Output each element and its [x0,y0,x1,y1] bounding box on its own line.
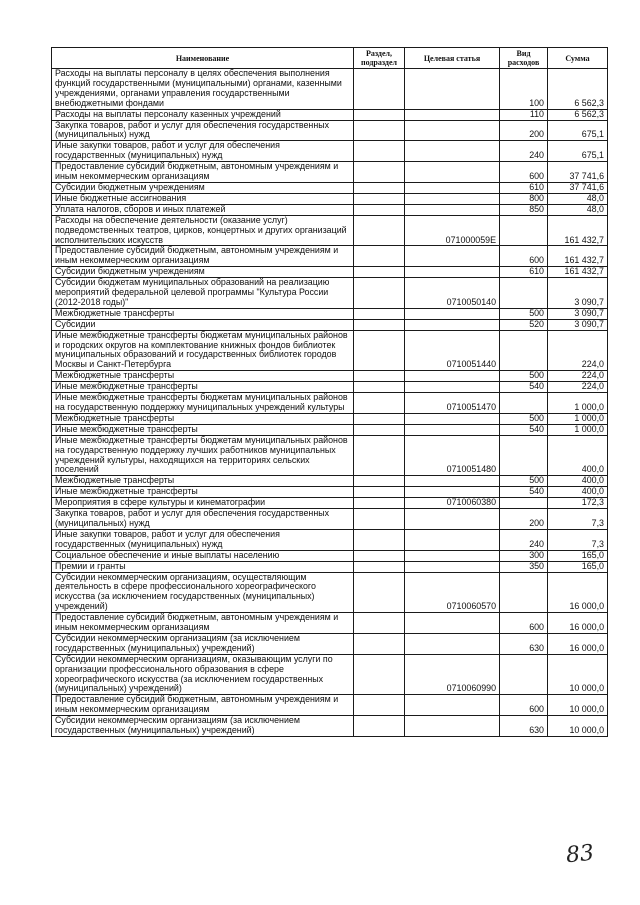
table-header [52,48,608,69]
cell-sum: 3 090,7 [548,319,608,330]
cell-target [405,267,500,278]
header-target: Целевая статья [405,48,500,69]
cell-expense-type: 610 [500,267,548,278]
cell-section [354,572,405,613]
cell-sum: 165,0 [548,550,608,561]
cell-section [354,267,405,278]
cell-expense-type: 630 [500,716,548,737]
cell-sum: 224,0 [548,371,608,382]
cell-sum: 16 000,0 [548,613,608,634]
table-row [52,319,608,330]
cell-sum: 6 562,3 [548,109,608,120]
cell-expense-type [500,278,548,309]
cell-expense-type: 540 [500,382,548,393]
header-name: Наименование [52,48,354,69]
cell-name: Расходы на выплаты персоналу казенных учреждений [52,109,354,120]
cell-target: 0710051440 [405,330,500,371]
cell-name: Уплата налогов, сборов и иных платежей [52,204,354,215]
cell-expense-type: 110 [500,109,548,120]
cell-target [405,550,500,561]
table-row [52,246,608,267]
cell-target [405,120,500,141]
cell-expense-type: 630 [500,633,548,654]
table-row [52,382,608,393]
table-row [52,529,608,550]
cell-expense-type: 800 [500,193,548,204]
cell-target [405,413,500,424]
cell-expense-type: 610 [500,182,548,193]
budget-table [51,47,608,737]
table-row [52,141,608,162]
cell-expense-type: 850 [500,204,548,215]
table-row [52,716,608,737]
cell-target [405,529,500,550]
cell-name: Субсидии некоммерческим организациям, оказывающим услуги по организации профессионального образования в сфере хореографического искусства (за исключением государственных (муниципальных) учреждений) [52,654,354,695]
cell-target [405,319,500,330]
cell-sum: 161 432,7 [548,267,608,278]
cell-name: Расходы на обеспечение деятельности (оказание услуг) подведомственных театров, цирков, концертных и других организаций исполнительских искусств [52,215,354,246]
cell-section [354,371,405,382]
cell-target [405,204,500,215]
cell-expense-type: 540 [500,424,548,435]
cell-name: Иные межбюджетные трансферты бюджетам муниципальных районов и городских округов на комплектование книжных фондов библиотек муниципальных образований и государственных библиотек городов Москвы и Санкт-Петербурга [52,330,354,371]
cell-target [405,193,500,204]
cell-expense-type: 240 [500,141,548,162]
cell-expense-type: 600 [500,613,548,634]
cell-target [405,695,500,716]
cell-expense-type: 520 [500,319,548,330]
cell-name: Мероприятия в сфере культуры и кинематографии [52,498,354,509]
table-row [52,476,608,487]
cell-section [354,246,405,267]
cell-target [405,371,500,382]
cell-target [405,69,500,110]
cell-expense-type [500,654,548,695]
cell-name: Иные межбюджетные трансферты [52,424,354,435]
table-row [52,109,608,120]
cell-expense-type: 100 [500,69,548,110]
cell-sum: 37 741,6 [548,162,608,183]
cell-expense-type [500,498,548,509]
cell-section [354,424,405,435]
table-row [52,267,608,278]
table-row [52,308,608,319]
cell-target [405,246,500,267]
cell-target: 0710060990 [405,654,500,695]
cell-sum: 172,3 [548,498,608,509]
cell-expense-type: 200 [500,120,548,141]
cell-section [354,613,405,634]
cell-target [405,613,500,634]
cell-section [354,193,405,204]
cell-sum: 165,0 [548,561,608,572]
cell-section [354,498,405,509]
table-row [52,393,608,414]
cell-target: 0710060570 [405,572,500,613]
cell-name: Иные межбюджетные трансферты бюджетам муниципальных районов на государственную поддержку лучших работников муниципальных учреждений культуры, находящихся на территориях сельских поселений [52,435,354,476]
cell-section [354,561,405,572]
cell-name: Иные закупки товаров, работ и услуг для обеспечения государственных (муниципальных) нужд [52,141,354,162]
cell-section [354,109,405,120]
table-body [52,69,608,737]
cell-section [354,204,405,215]
cell-name: Межбюджетные трансферты [52,476,354,487]
cell-expense-type: 600 [500,246,548,267]
cell-sum: 224,0 [548,382,608,393]
header-expense-type: Вид расходов [500,48,548,69]
cell-name: Предоставление субсидий бюджетным, автономным учреждениям и иным некоммерческим организациям [52,613,354,634]
cell-name: Субсидии некоммерческим организациям (за исключением государственных (муниципальных) учреждений) [52,633,354,654]
cell-expense-type: 350 [500,561,548,572]
cell-target [405,716,500,737]
cell-sum: 3 090,7 [548,308,608,319]
cell-section [354,120,405,141]
table-row [52,509,608,530]
header-sum: Сумма [548,48,608,69]
cell-sum: 1 000,0 [548,413,608,424]
cell-section [354,141,405,162]
cell-section [354,69,405,110]
cell-target [405,109,500,120]
cell-section [354,550,405,561]
header-row [52,48,608,69]
cell-expense-type: 500 [500,413,548,424]
cell-expense-type: 540 [500,487,548,498]
cell-expense-type [500,215,548,246]
cell-sum: 675,1 [548,141,608,162]
cell-section [354,308,405,319]
table-row [52,278,608,309]
cell-name: Субсидии некоммерческим организациям (за исключением государственных (муниципальных) учреждений) [52,716,354,737]
table-row [52,654,608,695]
cell-target [405,509,500,530]
header-section: Раздел, подраздел [354,48,405,69]
cell-name: Иные межбюджетные трансферты бюджетам муниципальных районов на государственную поддержку муниципальных учреждений культуры [52,393,354,414]
cell-target [405,561,500,572]
cell-expense-type: 300 [500,550,548,561]
cell-target [405,308,500,319]
cell-sum: 10 000,0 [548,695,608,716]
cell-section [354,529,405,550]
table-row [52,204,608,215]
cell-name: Иные закупки товаров, работ и услуг для обеспечения государственных (муниципальных) нужд [52,529,354,550]
cell-name: Субсидии бюджетным учреждениям [52,267,354,278]
cell-name: Субсидии [52,319,354,330]
cell-name: Иные межбюджетные трансферты [52,487,354,498]
cell-sum: 48,0 [548,204,608,215]
table-row [52,487,608,498]
cell-expense-type: 240 [500,529,548,550]
cell-expense-type: 200 [500,509,548,530]
cell-section [354,476,405,487]
cell-name: Иные бюджетные ассигнования [52,193,354,204]
cell-section [354,435,405,476]
table-row [52,424,608,435]
table-row [52,69,608,110]
cell-section [354,413,405,424]
cell-target: 0710050140 [405,278,500,309]
cell-sum: 16 000,0 [548,633,608,654]
cell-section [354,330,405,371]
cell-expense-type [500,572,548,613]
cell-target [405,424,500,435]
cell-expense-type: 600 [500,162,548,183]
cell-section [354,654,405,695]
cell-sum: 161 432,7 [548,215,608,246]
cell-expense-type [500,435,548,476]
cell-name: Субсидии бюджетным учреждениям [52,182,354,193]
table-row [52,162,608,183]
cell-name: Межбюджетные трансферты [52,413,354,424]
cell-name: Субсидии бюджетам муниципальных образований на реализацию мероприятий федеральной целевой программы "Культура России (2012-2018 годы)" [52,278,354,309]
cell-name: Закупка товаров, работ и услуг для обеспечения государственных (муниципальных) нужд [52,120,354,141]
table-row [52,550,608,561]
table-row [52,120,608,141]
cell-sum: 7,3 [548,509,608,530]
cell-expense-type: 600 [500,695,548,716]
cell-sum: 6 562,3 [548,69,608,110]
table-row [52,498,608,509]
cell-sum: 7,3 [548,529,608,550]
cell-section [354,487,405,498]
cell-name: Предоставление субсидий бюджетным, автономным учреждениям и иным некоммерческим организациям [52,695,354,716]
cell-name: Премии и гранты [52,561,354,572]
table-row [52,215,608,246]
cell-sum: 675,1 [548,120,608,141]
cell-name: Межбюджетные трансферты [52,371,354,382]
cell-target: 071000059Е [405,215,500,246]
cell-target [405,487,500,498]
cell-expense-type: 500 [500,476,548,487]
cell-expense-type: 500 [500,308,548,319]
page-number: 83 [564,840,596,869]
cell-sum: 10 000,0 [548,716,608,737]
cell-sum: 3 090,7 [548,278,608,309]
cell-sum: 1 000,0 [548,424,608,435]
cell-sum: 16 000,0 [548,572,608,613]
cell-expense-type [500,330,548,371]
cell-sum: 400,0 [548,487,608,498]
cell-name: Социальное обеспечение и иные выплаты населению [52,550,354,561]
cell-sum: 1 000,0 [548,393,608,414]
cell-expense-type [500,393,548,414]
cell-section [354,319,405,330]
table-row [52,572,608,613]
cell-section [354,716,405,737]
cell-target: 0710060380 [405,498,500,509]
table-row [52,193,608,204]
cell-section [354,278,405,309]
cell-target [405,141,500,162]
cell-target [405,633,500,654]
cell-section [354,393,405,414]
cell-target [405,382,500,393]
table-row [52,633,608,654]
table-row [52,695,608,716]
table-row [52,371,608,382]
cell-target: 0710051480 [405,435,500,476]
cell-name: Иные межбюджетные трансферты [52,382,354,393]
table-row [52,435,608,476]
cell-sum: 48,0 [548,193,608,204]
cell-name: Субсидии некоммерческим организациям, осуществляющим деятельность в сфере профессионального хореографического искусства (за исключением государственных (муниципальных) учреждений) [52,572,354,613]
cell-sum: 224,0 [548,330,608,371]
cell-target: 0710051470 [405,393,500,414]
cell-target [405,182,500,193]
cell-sum: 400,0 [548,435,608,476]
table-row [52,182,608,193]
cell-name: Межбюджетные трансферты [52,308,354,319]
cell-name: Закупка товаров, работ и услуг для обеспечения государственных (муниципальных) нужд [52,509,354,530]
table-row [52,413,608,424]
cell-sum: 37 741,6 [548,182,608,193]
table-row [52,330,608,371]
cell-sum: 161 432,7 [548,246,608,267]
cell-sum: 10 000,0 [548,654,608,695]
cell-section [354,382,405,393]
cell-section [354,633,405,654]
cell-section [354,215,405,246]
cell-section [354,695,405,716]
cell-section [354,182,405,193]
cell-target [405,476,500,487]
cell-sum: 400,0 [548,476,608,487]
table-row [52,613,608,634]
cell-expense-type: 500 [500,371,548,382]
table-row [52,561,608,572]
cell-section [354,162,405,183]
cell-name: Предоставление субсидий бюджетным, автономным учреждениям и иным некоммерческим организациям [52,246,354,267]
cell-section [354,509,405,530]
cell-name: Расходы на выплаты персоналу в целях обеспечения выполнения функций государственными (муниципальными) органами, казенными учреждениями, органами управления государственными внебюджетными фондами [52,69,354,110]
cell-target [405,162,500,183]
cell-name: Предоставление субсидий бюджетным, автономным учреждениям и иным некоммерческим организациям [52,162,354,183]
